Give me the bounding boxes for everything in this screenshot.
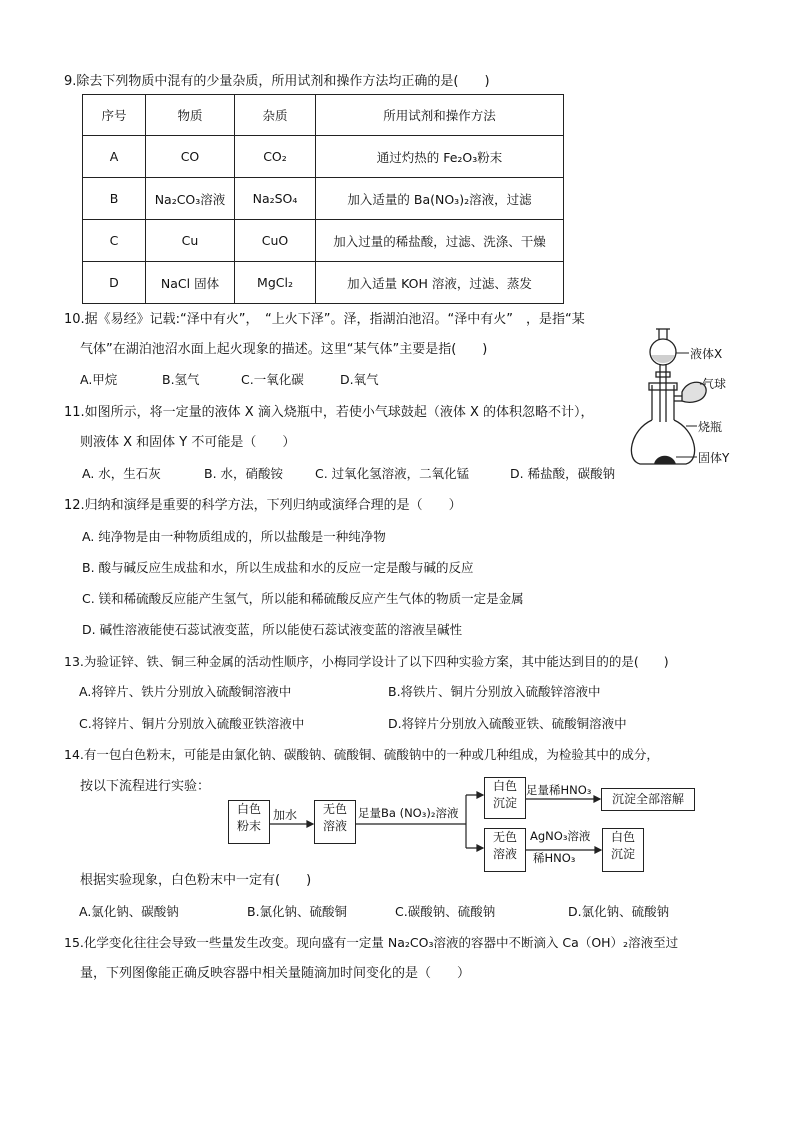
table-cell: MgCl₂ bbox=[235, 262, 316, 304]
q13-option-a: A.将锌片、铁片分别放入硫酸铜溶液中 bbox=[79, 684, 292, 699]
table-cell: Na₂SO₄ bbox=[235, 178, 316, 220]
q14-option-d: D.氯化钠、硫酸钠 bbox=[568, 904, 670, 919]
label-flask: 烧瓶 bbox=[698, 420, 723, 434]
table-cell: A bbox=[83, 136, 146, 178]
q12-option-a: A. 纯净物是由一种物质组成的，所以盐酸是一种纯净物 bbox=[82, 529, 386, 544]
table-cell: C bbox=[83, 220, 146, 262]
q10-option-b: B.氢气 bbox=[162, 372, 200, 387]
box-text: 白色 bbox=[610, 830, 635, 844]
box-text: 无色 bbox=[322, 802, 347, 816]
q9-stem: 9.除去下列物质中混有的少量杂质，所用试剂和操作方法均正确的是( ) bbox=[64, 74, 490, 89]
q14-option-a: A.氯化钠、碳酸钠 bbox=[79, 904, 179, 919]
q13-option-d: D.将锌片分别放入硫酸亚铁、硫酸铜溶液中 bbox=[388, 716, 627, 731]
flow-label-agno3: AgNO₃溶液 bbox=[530, 829, 591, 843]
q11-option-a: A. 水，生石灰 bbox=[82, 466, 161, 481]
q10-option-d: D.氧气 bbox=[340, 372, 379, 387]
flow-box-precipitate-dissolves bbox=[601, 788, 695, 811]
flow-label-ba-nitrate: 足量Ba (NO₃)₂溶液 bbox=[358, 806, 459, 820]
box-text: 沉淀 bbox=[492, 796, 517, 810]
q13-stem: 13.为验证锌、铁、铜三种金属的活动性顺序，小梅同学设计了以下四种实验方案，其中能达到目的的是( ) bbox=[64, 654, 669, 669]
q14-option-c: C.碳酸钠、硫酸钠 bbox=[395, 904, 496, 919]
q14-option-b: B.氯化钠、硫酸铜 bbox=[247, 904, 348, 919]
q10-line1: 10.据《易经》记载:“泽中有火”， “上火下泽”。泽，指湖泊池沼。“泽中有火” ，是指“某 bbox=[64, 312, 585, 327]
label-liquid-x: 液体X bbox=[690, 347, 723, 361]
q10-line2: 气体”在湖泊池沼水面上起火现象的描述。这里“某气体”主要是指( ) bbox=[80, 342, 488, 357]
q14-line2: 按以下流程进行实验： bbox=[80, 779, 211, 794]
box-text: 沉淀全部溶解 bbox=[611, 792, 684, 806]
box-text: 无色 bbox=[492, 830, 517, 844]
box-text: 白色 bbox=[492, 779, 517, 793]
q15-line2: 量，下列图像能正确反映容器中相关量随滴加时间变化的是（ ） bbox=[80, 966, 471, 981]
q14-line3: 根据实验现象，白色粉末中一定有( ) bbox=[80, 873, 312, 888]
table-cell: 加入适量 KOH 溶液，过滤、蒸发 bbox=[316, 262, 564, 304]
table-cell: D bbox=[83, 262, 146, 304]
q10-option-a: A.甲烷 bbox=[80, 372, 118, 387]
q13-option-c: C.将锌片、铜片分别放入硫酸亚铁溶液中 bbox=[79, 716, 305, 731]
q11-line2: 则液体 X 和固体 Y 不可能是（ ） bbox=[80, 435, 296, 450]
header-cell: 所用试剂和操作方法 bbox=[316, 95, 564, 136]
q10-option-c: C.一氧化碳 bbox=[241, 372, 304, 387]
q13-option-b: B.将铁片、铜片分别放入硫酸锌溶液中 bbox=[388, 684, 601, 699]
box-text: 白色 bbox=[236, 802, 261, 816]
q11-option-c: C. 过氧化氢溶液，二氧化锰 bbox=[315, 466, 470, 481]
table-cell: Cu bbox=[146, 220, 235, 262]
table-cell: CO bbox=[146, 136, 235, 178]
flow-label-add-water: 加水 bbox=[273, 808, 298, 822]
flow-box-white-powder bbox=[228, 800, 270, 844]
table-cell: Na₂CO₃溶液 bbox=[146, 178, 235, 220]
q12-stem: 12.归纳和演绎是重要的科学方法，下列归纳或演绎合理的是（ ） bbox=[64, 498, 462, 513]
header-cell: 杂质 bbox=[235, 95, 316, 136]
flow-box-colorless-solution bbox=[314, 800, 356, 844]
flow-box-white-precipitate-2 bbox=[602, 828, 644, 872]
flow-label-hno3: 足量稀HNO₃ bbox=[526, 783, 592, 797]
table-cell: NaCl 固体 bbox=[146, 262, 235, 304]
table-cell: CO₂ bbox=[235, 136, 316, 178]
q12-option-b: B. 酸与碱反应生成盐和水，所以生成盐和水的反应一定是酸与碱的反应 bbox=[82, 560, 474, 575]
box-text: 溶液 bbox=[322, 819, 347, 833]
flow-box-white-precipitate bbox=[484, 777, 526, 819]
header-cell: 物质 bbox=[146, 95, 235, 136]
label-solid-y: 固体Y bbox=[698, 451, 730, 465]
q11-option-b: B. 水，硝酸铵 bbox=[204, 466, 284, 481]
q12-option-d: D. 碱性溶液能使石蕊试液变蓝，所以能使石蕊试液变蓝的溶液呈碱性 bbox=[82, 622, 463, 637]
label-balloon: 气球 bbox=[702, 377, 727, 391]
q11-line1: 11.如图所示，将一定量的液体 X 滴入烧瓶中，若使小气球鼓起（液体 X 的体积忽略不计）， bbox=[64, 405, 594, 420]
header-cell: 序号 bbox=[83, 95, 146, 136]
table-cell: 加入过量的稀盐酸，过滤、洗涤、干燥 bbox=[316, 220, 564, 262]
table-cell: CuO bbox=[235, 220, 316, 262]
q15-line1: 15.化学变化往往会导致一些量发生改变。现向盛有一定量 Na₂CO₃溶液的容器中不断滴入 Ca（OH）₂溶液至过 bbox=[64, 935, 679, 950]
box-text: 粉末 bbox=[236, 819, 261, 833]
table-cell: 加入适量的 Ba(NO₃)₂溶液，过滤 bbox=[316, 178, 564, 220]
table-cell: B bbox=[83, 178, 146, 220]
box-text: 沉淀 bbox=[610, 847, 635, 861]
box-text: 溶液 bbox=[492, 847, 517, 861]
table-cell: 通过灼热的 Fe₂O₃粉末 bbox=[316, 136, 564, 178]
flow-box-colorless-solution-2 bbox=[484, 828, 526, 872]
flow-label-dilute-hno3: 稀HNO₃ bbox=[533, 851, 576, 865]
q12-option-c: C. 镁和稀硫酸反应能产生氢气，所以能和稀硫酸反应产生气体的物质一定是金属 bbox=[82, 591, 524, 606]
q11-option-d: D. 稀盐酸，碳酸钠 bbox=[510, 466, 616, 481]
q14-line1: 14.有一包白色粉末，可能是由氯化钠、碳酸钠、硫酸铜、硫酸钠中的一种或几种组成，为检验其中的成分， bbox=[64, 747, 659, 762]
